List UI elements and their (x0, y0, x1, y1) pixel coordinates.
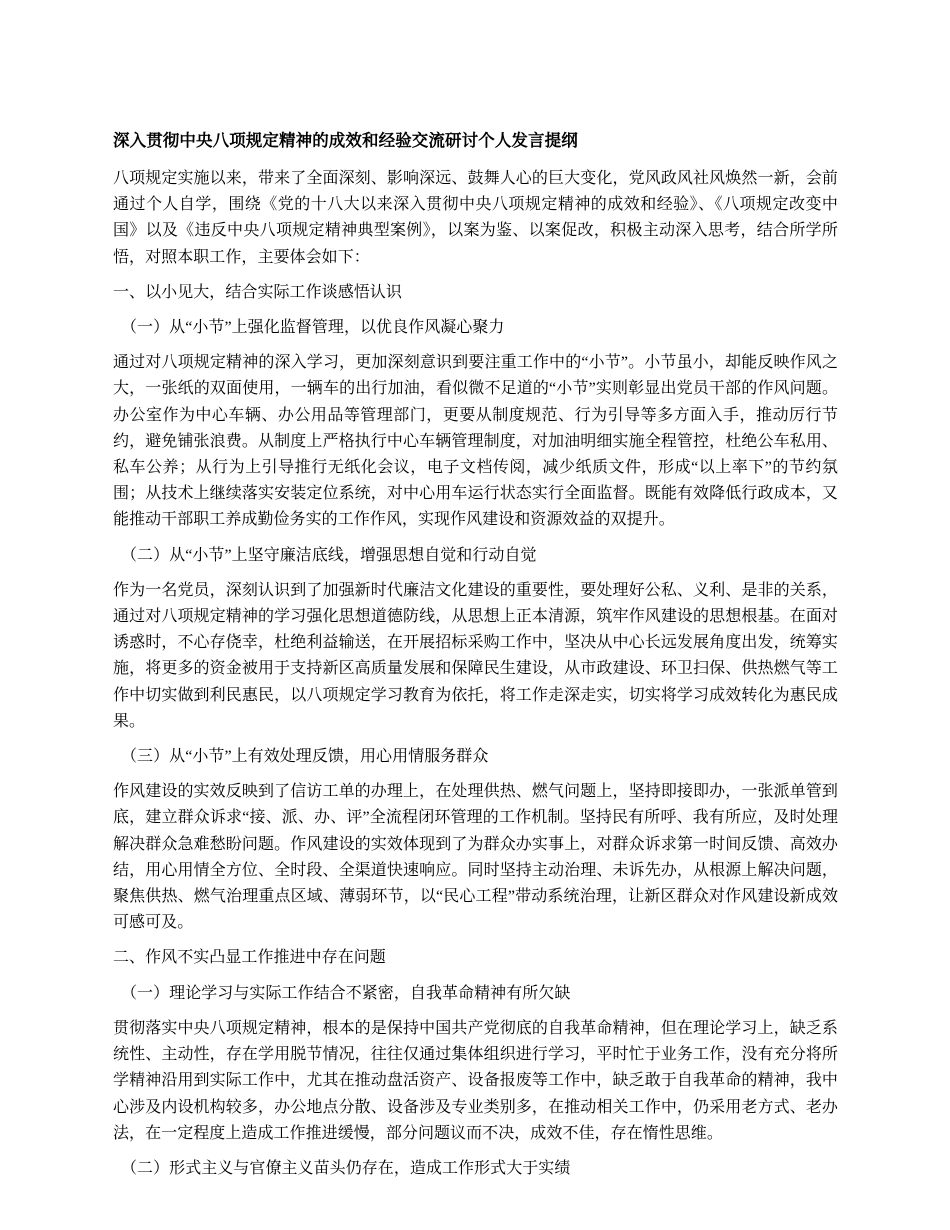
subsection-heading: （二）从“小节”上坚守廉洁底线，增强思想自觉和行动自觉 (121, 546, 537, 564)
document-title: 深入贯彻中央八项规定精神的成效和经验交流研讨个人发言提纲 (113, 131, 578, 150)
section-heading: 一、以小见大，结合实际工作谈感悟认识 (113, 283, 402, 301)
body-paragraph: 作为一名党员，深刻认识到了加强新时代廉洁文化建设的重要性，要处理好公私、义利、是非的关系，通过对八项规定精神的学习强化思想道德防线，从思想上正本清源，筑牢作风建设的思想根基。在面对诱惑时，不心存侥幸，杜绝利益输送，在开展招标采购工作中，坚决从中心长远发展角度出发，统筹实施，将更多的资金被用于支持新区高质量发展和保障民生建设，从市政建设、环卫扫保、供热燃气等工作中切实做到利民惠民，以八项规定学习教育为依托，将工作走深走实，切实将学习成效转化为惠民成果。 (113, 581, 838, 730)
body-paragraph: 贯彻落实中央八项规定精神，根本的是保持中国共产党彻底的自我革命精神，但在理论学习上，缺乏系统性、主动性，存在学用脱节情况，往往仅通过集体组织进行学习，平时忙于业务工作，没有充分将所学精神沿用到实际工作中，尤其在推动盘活资产、设备报废等工作中，缺乏敢于自我革命的精神，我中心涉及内设机构较多，办公地点分散、设备涉及专业类别多，在推动相关工作中，仍采用老方式、老办法，在一定程度上造成工作推进缓慢，部分问题议而不决，成效不佳，存在惰性思维。 (113, 1019, 838, 1142)
body-paragraph: 八项规定实施以来，带来了全面深刻、影响深远、鼓舞人心的巨大变化，党风政风社风焕然一新，会前通过个人自学，围绕《党的十八大以来深入贯彻中央八项规定精神的成效和经验》、《八项规定改变中国》以及《违反中央八项规定精神典型案例》，以案为鉴、以案促改，积极主动深入思考，结合所学所悟，对照本职工作，主要体会如下： (113, 170, 838, 266)
body-paragraph: 通过对八项规定精神的深入学习，更加深刻意识到要注重工作中的“小节”。小节虽小，却能反映作风之大，一张纸的双面使用，一辆车的出行加油，看似微不足道的“小节”实则彰显出党员干部的作风问题。办公室作为中心车辆、办公用品等管理部门，更要从制度规范、行为引导等多方面入手，推动厉行节约，避免铺张浪费。从制度上严格执行中心车辆管理制度，对加油明细实施全程管控，杜绝公车私用、私车公养；从行为上引导推行无纸化会议，电子文档传阅，减少纸质文件，形成“以上率下”的节约氛围；从技术上继续落实安装定位系统，对中心用车运行状态实行全面监督。既能有效降低行政成本，又能推动干部职工养成勤俭务实的工作作风，实现作风建设和资源效益的双提升。 (113, 354, 838, 529)
subsection-heading: （一）从“小节”上强化监督管理，以优良作风凝心聚力 (121, 319, 505, 337)
subsection-heading: （一）理论学习与实际工作结合不紧密，自我革命精神有所欠缺 (121, 984, 571, 1002)
body-paragraph: 作风建设的实效反映到了信访工单的办理上，在处理供热、燃气问题上，坚持即接即办，一张派单管到底，建立群众诉求“接、派、办、评”全流程闭环管理的工作机制。坚持民有所呼、我有所应，及时处理解决群众急难愁盼问题。作风建设的实效体现到了为群众办实事上，对群众诉求第一时间反馈、高效办结，用心用情全方位、全时段、全渠道快速响应。同时坚持主动治理、未诉先办，从根源上解决问题，聚焦供热、燃气治理重点区域、薄弱环节，以“民心工程”带动系统治理，让新区群众对作风建设新成效可感可及。 (113, 783, 838, 932)
subsection-heading: （二）形式主义与官僚主义苗头仍存在，造成工作形式大于实绩 (121, 1159, 571, 1177)
document-body (113, 166, 838, 1182)
section-heading: 二、作风不实凸显工作推进中存在问题 (113, 949, 386, 967)
subsection-heading: （三）从“小节”上有效处理反馈，用心用情服务群众 (121, 748, 489, 766)
